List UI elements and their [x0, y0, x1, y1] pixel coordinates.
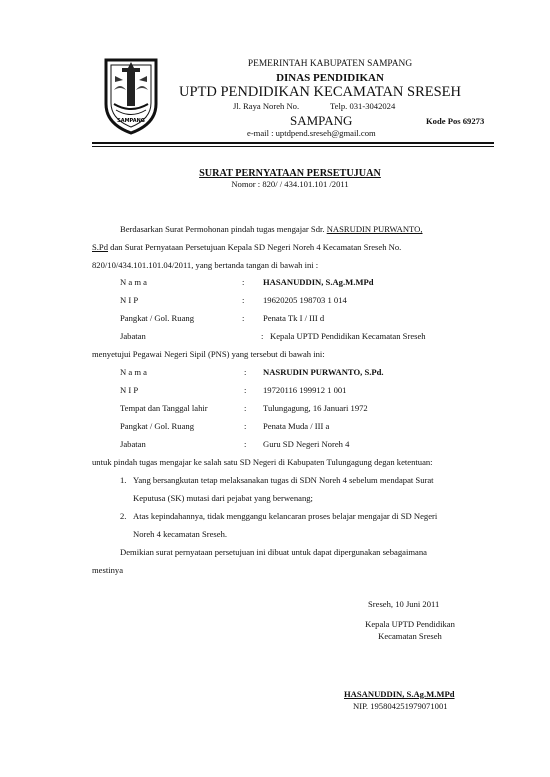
signer-value-name: HASANUDDIN, S.Ag.M.MPd [263, 277, 374, 287]
signer-value-nip: 19620205 198703 1 014 [263, 295, 347, 305]
document-number: Nomor : 820/ / 434.101.101 /2011 [231, 179, 349, 189]
signer-colon: : [261, 331, 264, 341]
employee-colon: : [244, 385, 247, 395]
logo-text: SAMPANG [117, 118, 145, 124]
signer-value-rank: Penata Tk I / III d [263, 313, 325, 323]
signature-role-line-2: Kecamatan Sreseh [378, 631, 442, 641]
signer-label-rank: Pangkat / Gol. Ruang [120, 313, 194, 323]
conditions-intro: untuk pindah tugas mengajar ke salah satu SD Negeri di Kabupaten Tulungagung degan ketentuan: [92, 457, 433, 467]
employee-colon: : [244, 367, 247, 377]
signer-label-name: N a m a [120, 277, 147, 287]
sampang-regency-seal-logo [98, 56, 164, 136]
employee-label-rank: Pangkat / Gol. Ruang [120, 421, 194, 431]
employee-value-position: Guru SD Negeri Noreh 4 [263, 439, 350, 449]
letterhead-government: PEMERINTAH KABUPATEN SAMPANG [247, 59, 413, 69]
employee-label-birth: Tempat dan Tanggal lahir [120, 403, 208, 413]
employee-value-nip: 19720116 199912 1 001 [263, 385, 347, 395]
employee-colon: : [244, 403, 247, 413]
intro-line-2 [92, 242, 401, 252]
signature-name: HASANUDDIN, S.Ag.M.MPd [344, 689, 455, 699]
condition-1-line-2: Keputusa (SK) mutasi dari pejabat yang berwenang; [133, 493, 313, 503]
employee-colon: : [244, 439, 247, 449]
intro-applicant-degree: S.Pd [92, 242, 109, 252]
employee-value-birth: Tulungagung, 16 Januari 1972 [263, 403, 368, 413]
condition-1-line-1: Yang bersangkutan tetap melaksanakan tugas di SDN Noreh 4 sebelum mendapat Surat [133, 475, 434, 485]
condition-2-line-2: Noreh 4 kecamatan Sreseh. [133, 529, 228, 539]
letterhead-office: UPTD PENDIDIKAN KECAMATAN SRESEH [179, 84, 461, 100]
closing-line-2: mestinya [92, 565, 124, 575]
agree-line: menyetujui Pegawai Negeri Sipil (PNS) yang tersebut di bawah ini: [92, 349, 325, 359]
signer-label-position: Jabatan [120, 331, 146, 341]
letterhead-phone: Telp. 031-3042024 [330, 101, 396, 111]
letterhead-email: e-mail : uptdpend.sreseh@gmail.com [247, 128, 376, 138]
signer-value-position: Kepala UPTD Pendidikan Kecamatan Sreseh [270, 331, 426, 341]
employee-label-name: N a m a [120, 367, 147, 377]
employee-label-nip: N I P [120, 385, 139, 395]
document-title: SURAT PERNYATAAN PERSETUJUAN [199, 168, 381, 179]
letterhead-city: SAMPANG [290, 113, 353, 128]
letterhead-divider-thick [92, 142, 494, 144]
intro-applicant-name: NASRUDIN PURWANTO, [326, 224, 423, 234]
employee-value-rank: Penata Muda / III a [263, 421, 330, 431]
letterhead-department: DINAS PENDIDIKAN [276, 72, 384, 84]
signer-colon: : [242, 277, 245, 287]
intro-line-1 [120, 224, 423, 234]
closing-line-1: Demikian surat pernyataan persetujuan ini dibuat untuk dapat dipergunakan sebagaimana [120, 547, 427, 557]
intro-line-3: 820/10/434.101.101.04/2011, yang bertanda tangan di bawah ini : [92, 260, 319, 270]
condition-number: 1. [120, 475, 127, 485]
signature-nip: NIP. 195804251979071001 [353, 701, 448, 711]
intro-text-a: Berdasarkan Surat Permohonan pindah tugas mengajar Sdr. [120, 224, 327, 234]
employee-label-position: Jabatan [120, 439, 146, 449]
employee-value-name: NASRUDIN PURWANTO, S.Pd. [263, 367, 384, 377]
letterhead-address: Jl. Raya Noreh No. [233, 101, 300, 111]
intro-text-b: dan Surat Pernyataan Persetujuan Kepala SD Negeri Noreh 4 Kecamatan Sreseh No. [108, 242, 402, 252]
signer-colon: : [242, 295, 245, 305]
employee-colon: : [244, 421, 247, 431]
signature-place-date: Sreseh, 10 Juni 2011 [368, 599, 440, 609]
condition-number: 2. [120, 511, 127, 521]
signer-label-nip: N I P [120, 295, 139, 305]
signature-role-line-1: Kepala UPTD Pendidikan [365, 619, 455, 629]
letterhead-postcode: Kode Pos 69273 [426, 116, 485, 126]
letterhead-divider-thin [92, 146, 494, 147]
signer-colon: : [242, 313, 245, 323]
condition-2-line-1: Atas kepindahannya, tidak menggangu kelancaran proses belajar mengajar di SD Negeri [133, 511, 438, 521]
